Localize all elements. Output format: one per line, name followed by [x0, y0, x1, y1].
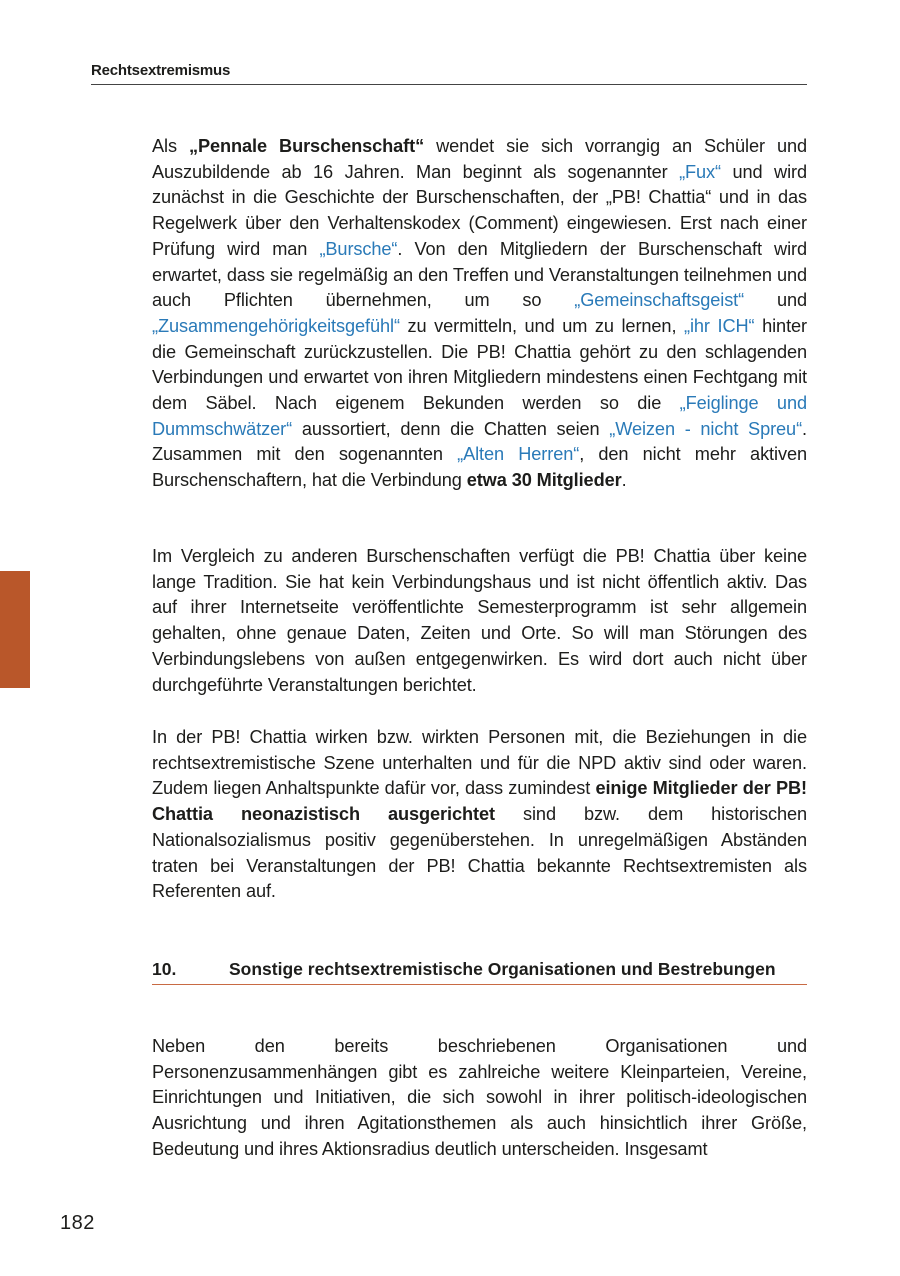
emphasis-text: einige Mitglieder der PB! Chattia neonazistisch ausgerichtet [152, 778, 807, 825]
text-run: Neben den bereits beschriebenen Organisationen und Personenzusammenhängen gibt es zahlreiche weitere Kleinparteien, Vereine, Einrichtungen und Initiativen, die sich sowohl in ihrer politisch-ideologischen Ausrichtung und ihren Agitationsthemen als auch hinsichtlich ihrer Größe, Bedeutung und ihres Aktionsradius deutlich unterscheiden. Insgesamt [152, 1036, 807, 1159]
chapter-side-tab [0, 571, 30, 688]
emphasis-text: etwa 30 Mitglieder [466, 470, 622, 491]
section-number: 10. [152, 959, 177, 979]
paragraph-rechtsextreme-beziehungen [152, 725, 807, 905]
text-run: Im Vergleich zu anderen Burschenschaften verfügt die PB! Chattia über keine lange Tradition. Sie hat kein Verbindungshaus und ist nicht öffentlich aktiv. Das auf ihrer Internetseite veröffentlichte Semesterprogramm ist sehr allgemein gehalten, ohne genaue Daten, Zeiten und Orte. So will man Störungen des Verbindungslebens von außen entgegenwirken. Es wird dort auch nicht über durchgeführte Veranstaltungen berichtet. [152, 546, 807, 695]
text-run: . Von den Mitgliedern der Burschenschaft wird erwartet, dass sie regelmäßig an den Treffen und Veranstaltungen teilnehmen und auch Pflichten übernehmen, um so [152, 238, 807, 311]
text-run: hinter die Gemeinschaft zurückzustellen. Die PB! Chattia gehört zu den schlagenden Verbindungen und erwartet von ihren Mitgliedern mindestens einen Fechtgang mit dem Säbel. Nach eigenem Bekunden werden so die [152, 315, 807, 414]
text-run: In der PB! Chattia wirken bzw. wirkten Personen mit, die Beziehungen in die rechtsextremistische Szene unterhalten und für die NPD aktiv sind oder waren. Zudem liegen Anhaltspunkte dafür vor, dass zumindest [152, 727, 807, 799]
highlighted-quote: „Feiglinge und Dummschwätzer“ [152, 393, 807, 439]
section-heading [152, 957, 807, 985]
running-header [91, 62, 807, 85]
text-run: Als [152, 136, 189, 156]
highlighted-quote: „Fux“ [679, 161, 721, 182]
text-run: , den nicht mehr aktiven Burschenschaftern, hat die Verbindung [152, 444, 807, 491]
text-run: wendet sie sich vorrangig an Schüler und Auszubildende ab 16 Jahren. Man beginnt als sogenannter [152, 136, 808, 182]
running-title: Rechtsextremismus [91, 62, 231, 79]
page-number: 182 [60, 1212, 95, 1234]
paragraph-pennale-burschenschaft [152, 134, 807, 494]
section-title: Sonstige rechtsextremistische Organisationen und Bestrebungen [229, 959, 776, 979]
highlighted-quote: „Bursche“ [319, 238, 398, 259]
paragraph-sonstige-organisationen [152, 1034, 807, 1163]
highlighted-quote: „ihr ICH“ [684, 315, 755, 336]
text-run: . Zusammen mit den sogenannten [152, 418, 807, 465]
paragraph-tradition [152, 544, 807, 698]
highlighted-quote: „Zusammengehörigkeitsgefühl“ [152, 315, 400, 336]
text-run: sind bzw. dem historischen Nationalsozialismus positiv gegenüberstehen. In unregelmäßigen Abständen traten bei Veranstaltungen der PB! Chattia bekannte Rechtsextremisten als Referenten auf. [152, 804, 808, 902]
highlighted-quote: „Gemeinschaftsgeist“ [574, 290, 745, 311]
text-run: aussortiert, denn die Chatten seien [292, 418, 610, 439]
text-run: . [621, 470, 627, 491]
emphasis-text: „Pennale Burschenschaft“ [188, 136, 425, 156]
highlighted-quote: „Weizen - nicht Spreu“ [609, 418, 803, 439]
text-run: und [744, 290, 807, 311]
text-run: zu vermitteln, und um zu lernen, [399, 315, 685, 336]
text-run: und wird zunächst in die Geschichte der Burschenschaften, der „PB! Chattia“ und in das Regelwerk über den Verhaltenskodex (Comment) eingewiesen. Erst nach einer Prüfung wird man [152, 161, 807, 259]
highlighted-quote: „Alten Herren“ [457, 444, 580, 465]
